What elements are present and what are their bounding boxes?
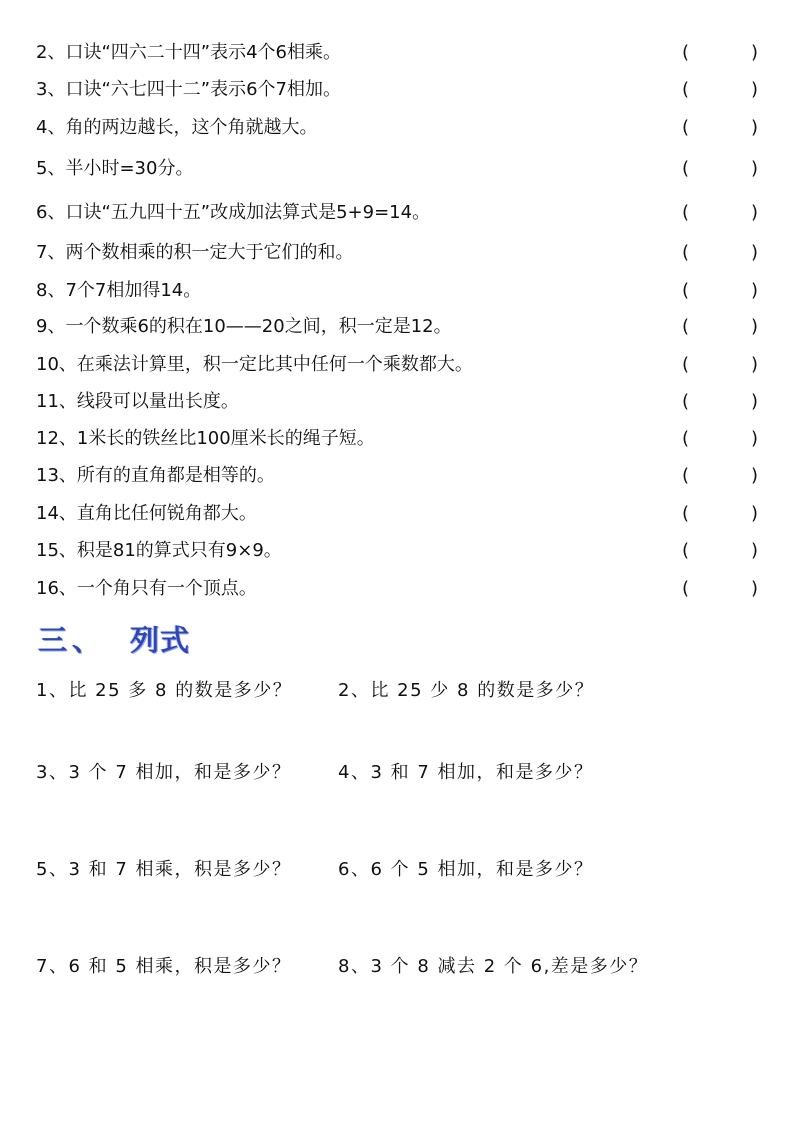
paren-open: ( [682, 202, 690, 223]
calc-question: 4、3 和 7 相加，和是多少？ [338, 762, 594, 783]
paren-open: ( [682, 280, 690, 301]
tf-question [36, 77, 758, 103]
answer-parentheses[interactable] [682, 426, 758, 452]
tf-question [36, 200, 758, 226]
tf-question [36, 501, 758, 527]
answer-parentheses[interactable] [682, 156, 758, 182]
tf-question [36, 389, 758, 415]
answer-parentheses[interactable] [682, 501, 758, 527]
calc-question: 6、6 个 5 相加，和是多少？ [338, 859, 594, 880]
section-heading [38, 618, 190, 659]
calc-question: 1、比 25 多 8 的数是多少？ [36, 680, 293, 701]
tf-question [36, 314, 758, 340]
answer-parentheses[interactable] [682, 352, 758, 378]
answer-parentheses[interactable] [682, 200, 758, 226]
tf-question [36, 40, 758, 66]
tf-question-text: 11、线段可以量出长度。 [36, 391, 239, 412]
paren-open: ( [682, 465, 690, 486]
section-separator: 、 [72, 623, 103, 657]
answer-parentheses[interactable] [682, 538, 758, 564]
paren-close: ) [750, 465, 758, 486]
tf-question-text: 12、1米长的铁丝比100厘米长的绳子短。 [36, 428, 375, 449]
answer-parentheses[interactable] [682, 463, 758, 489]
paren-close: ) [750, 354, 758, 375]
paren-open: ( [682, 428, 690, 449]
answer-parentheses[interactable] [682, 389, 758, 415]
answer-parentheses[interactable] [682, 240, 758, 266]
tf-question-text: 4、角的两边越长，这个角就越大。 [36, 117, 318, 138]
paren-close: ) [750, 202, 758, 223]
paren-close: ) [750, 158, 758, 179]
paren-open: ( [682, 316, 690, 337]
paren-open: ( [682, 503, 690, 524]
paren-open: ( [682, 391, 690, 412]
paren-open: ( [682, 79, 690, 100]
paren-close: ) [750, 117, 758, 138]
answer-parentheses[interactable] [682, 40, 758, 66]
tf-question-text: 15、积是81的算式只有9×9。 [36, 540, 282, 561]
paren-close: ) [750, 242, 758, 263]
answer-parentheses[interactable] [682, 115, 758, 141]
paren-close: ) [750, 391, 758, 412]
calc-question: 2、比 25 少 8 的数是多少？ [338, 680, 595, 701]
section-number: 三 [38, 623, 69, 657]
tf-question-text: 13、所有的直角都是相等的。 [36, 465, 275, 486]
paren-close: ) [750, 280, 758, 301]
tf-question-text: 14、直角比任何锐角都大。 [36, 503, 257, 524]
tf-question-text: 2、口诀“四六二十四”表示4个6相乘。 [36, 42, 342, 63]
paren-close: ) [750, 503, 758, 524]
tf-question [36, 115, 758, 141]
tf-question [36, 240, 758, 266]
paren-open: ( [682, 42, 690, 63]
tf-question-text: 6、口诀“五九四十五”改成加法算式是5+9=14。 [36, 202, 431, 223]
calc-question: 3、3 个 7 相加，和是多少？ [36, 762, 292, 783]
paren-close: ) [750, 316, 758, 337]
answer-parentheses[interactable] [682, 77, 758, 103]
tf-question [36, 538, 758, 564]
tf-question [36, 156, 758, 182]
paren-open: ( [682, 540, 690, 561]
tf-question [36, 576, 758, 602]
paren-close: ) [750, 578, 758, 599]
tf-question-text: 8、7个7相加得14。 [36, 280, 202, 301]
tf-question-text: 5、半小时=30分。 [36, 158, 194, 179]
paren-close: ) [750, 42, 758, 63]
paren-close: ) [750, 428, 758, 449]
tf-question-text: 7、两个数相乘的积一定大于它们的和。 [36, 242, 354, 263]
paren-close: ) [750, 79, 758, 100]
calc-question: 5、3 和 7 相乘，积是多少？ [36, 859, 292, 880]
paren-open: ( [682, 117, 690, 138]
calc-question: 8、3 个 8 减去 2 个 6,差是多少？ [338, 956, 649, 977]
tf-question-text: 16、一个角只有一个顶点。 [36, 578, 257, 599]
tf-question-text: 9、一个数乘6的积在10——20之间，积一定是12。 [36, 316, 452, 337]
paren-open: ( [682, 242, 690, 263]
answer-parentheses[interactable] [682, 278, 758, 304]
tf-question [36, 463, 758, 489]
calc-question: 7、6 和 5 相乘，积是多少？ [36, 956, 292, 977]
paren-open: ( [682, 578, 690, 599]
paren-open: ( [682, 158, 690, 179]
section-title-text: 列式 [130, 623, 191, 657]
tf-question [36, 278, 758, 304]
tf-question [36, 426, 758, 452]
tf-question [36, 352, 758, 378]
tf-question-text: 10、在乘法计算里，积一定比其中任何一个乘数都大。 [36, 354, 473, 375]
answer-parentheses[interactable] [682, 314, 758, 340]
paren-close: ) [750, 540, 758, 561]
paren-open: ( [682, 354, 690, 375]
tf-question-text: 3、口诀“六七四十二”表示6个7相加。 [36, 79, 342, 100]
answer-parentheses[interactable] [682, 576, 758, 602]
